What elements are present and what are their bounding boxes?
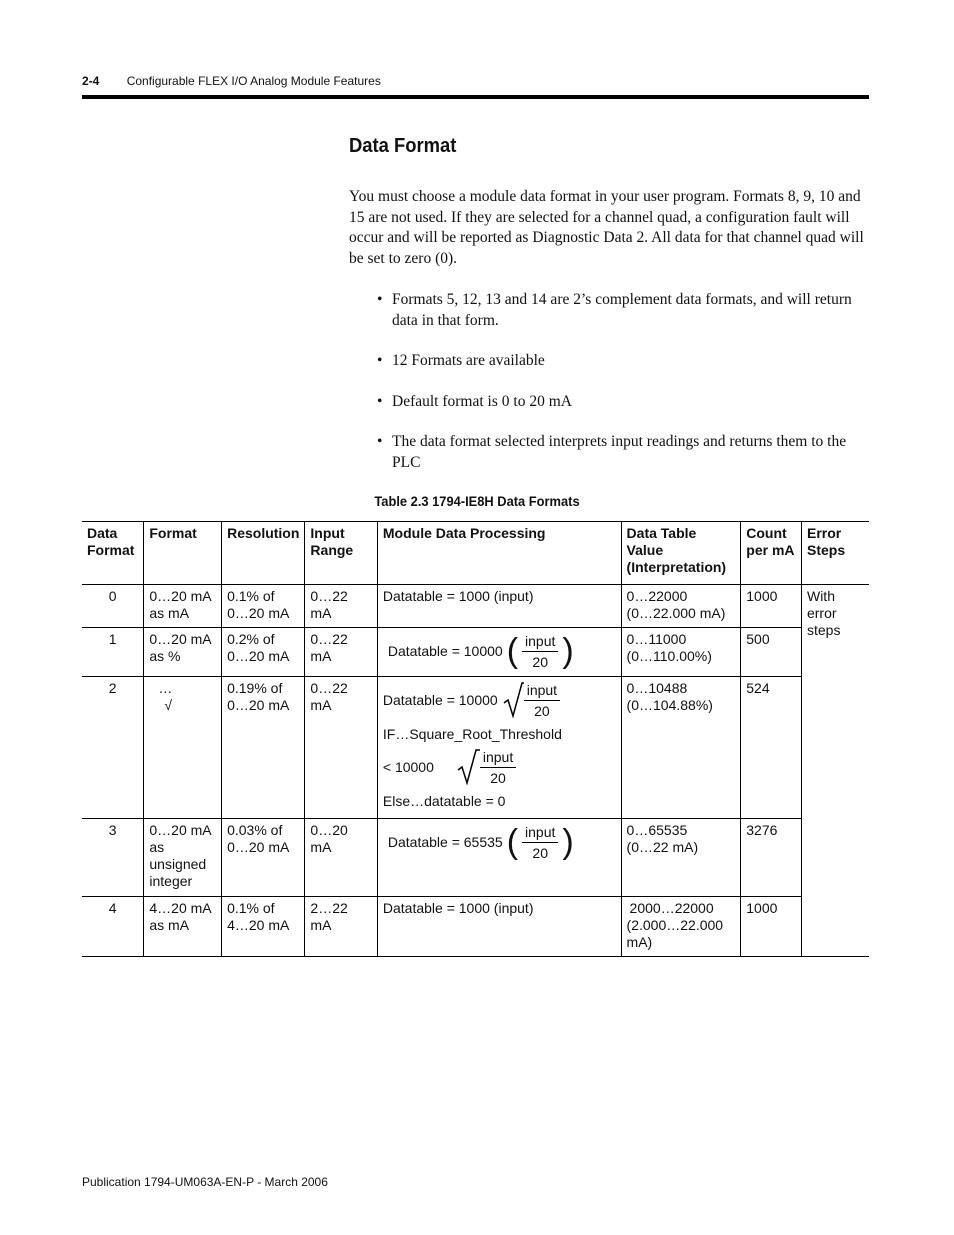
table-caption: Table 2.3 1794-IE8H Data Formats (374, 493, 580, 509)
col-input-range: Input Range (305, 522, 377, 585)
page-header (82, 74, 381, 88)
table-row: 3 0…20 mA as unsigned integer 0.03% of 0…20 mA 0…20 mA Datatable = 65535 ( $\frac{\text{input}}{20}$ ) 0…65535 (0…22 mA) 3276 (82, 819, 869, 897)
formula-threshold: < 10000 $\frac{\text{input}}{20}$ (383, 747, 616, 787)
formula-sqrt: Datatable = 10000 $\frac{\text{input}}{20}$ (383, 680, 616, 720)
page-footer: Publication 1794-UM063A-EN-P - March 2006 (82, 1175, 328, 1189)
table-row: 4 4…20 mA as mA 0.1% of 4…20 mA 2…22 mA Datatable = 1000 (input) 2000…22000 (2.000…22.000 mA) 1000 (82, 897, 869, 957)
table-row: 1 0…20 mA as % 0.2% of 0…20 mA 0…22 mA Datatable = 10000 ( $\frac{\text{input}}{20}$ ) 0…11000 (0…110.00%) 500 (82, 628, 869, 677)
col-count: Count per mA (741, 522, 802, 585)
data-formats-table (82, 521, 869, 957)
table-row: 2 … √ 0.19% of 0…20 mA 0…22 mA Datatable = 10000 $\frac{\text{input}}{20}$ IF…Square_Root_Threshold < 10000 $\frac{\text{input}}{20}$ Else…datatable = 0 0…10488 (0…104.88%) 524 (82, 677, 869, 819)
header-rule (82, 95, 869, 99)
error-steps-cell: With error steps (801, 585, 869, 957)
sqrt-icon (502, 681, 524, 719)
list-item: • The data format selected interprets input readings and returns them to the PLC (377, 433, 847, 471)
bullet-list (377, 290, 869, 493)
col-processing: Module Data Processing (377, 522, 621, 585)
sqrt-icon (446, 748, 480, 786)
col-data-format: Data Format (82, 522, 144, 585)
right-paren: ) (562, 823, 574, 861)
page-number: 2-4 (82, 74, 100, 88)
section-title: Data Format (349, 135, 457, 157)
formula-percent: Datatable = 10000 ( $\frac{\text{input}}{20}$ ) (387, 632, 574, 670)
list-item: • 12 Formats are available (377, 352, 545, 369)
table-header-row (82, 522, 869, 585)
col-format: Format (144, 522, 222, 585)
left-paren: ( (506, 632, 519, 670)
left-paren: ( (506, 823, 519, 861)
table-row: 0 0…20 mA as mA 0.1% of 0…20 mA 0…22 mA Datatable = 1000 (input) 0…22000 (0…22.000 mA) 1000 With error steps (82, 585, 869, 628)
chapter-title: Configurable FLEX I/O Analog Module Features (126, 74, 381, 88)
col-table-value: Data Table Value (Interpretation) (621, 522, 741, 585)
list-item: • Default format is 0 to 20 mA (377, 392, 572, 410)
intro-paragraph: You must choose a module data format in your user program. Formats 8, 9, 10 and 15 are not used. If they are selected for a channel quad, a configuration fault will occur and will be reported as Diagnostic Data 2. All data for that channel quad will be set to zero (0). (349, 188, 864, 267)
formula-unsigned: Datatable = 65535 ( $\frac{\text{input}}{20}$ ) (387, 823, 574, 861)
right-paren: ) (562, 632, 574, 670)
col-resolution: Resolution (222, 522, 305, 585)
col-error: Error Steps (801, 522, 869, 585)
list-item: • Formats 5, 12, 13 and 14 are 2’s complement data formats, and will return data in that form. (377, 291, 852, 329)
